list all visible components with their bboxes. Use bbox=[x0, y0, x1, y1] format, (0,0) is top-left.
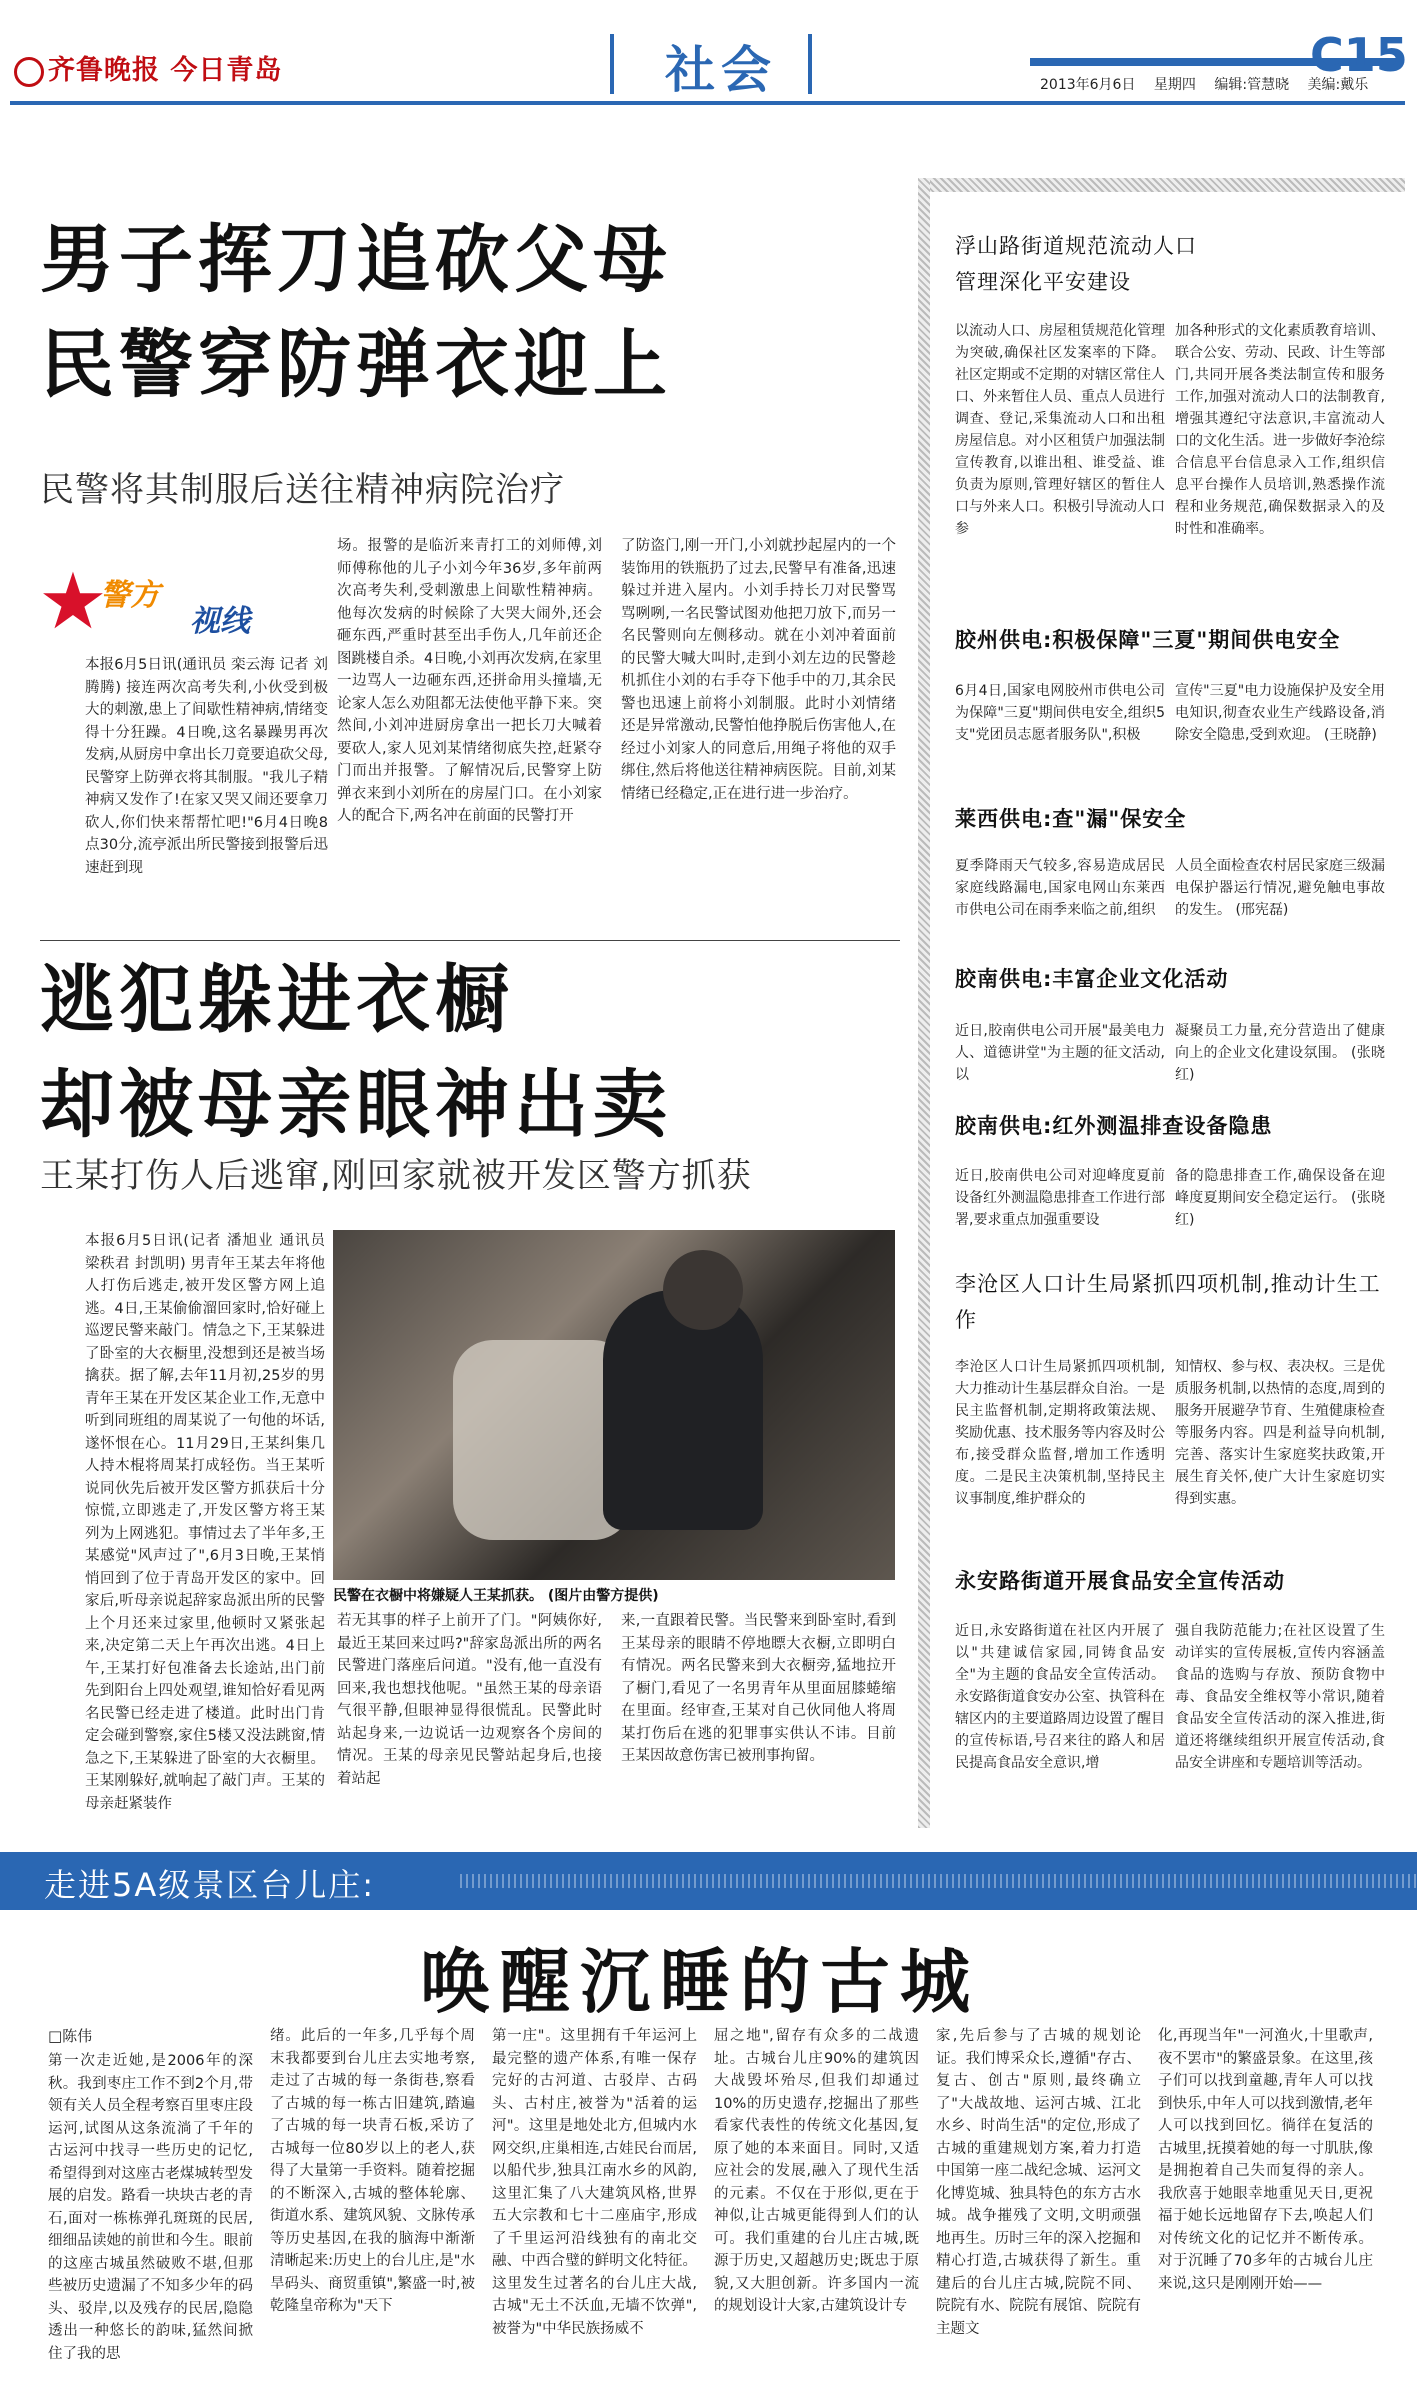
story3-column: 化,再现当年"一河渔火,十里歌声,夜不罢市"的繁盛景象。在这里,孩子们可以找到童趣,青年人可以找到快乐,中年人可以找到激情,老年人可以找到回忆。徜徉在复活的古城里,抚摸着她的每一寸肌肤,像是拥抱着自己失而复得的亲人。我欣喜于她眼幸地重见天日,更祝福于她长远地留存下去,唤起人们对传统文化的记忆并不断传承。对于沉睡了70多年的古城台儿庄来说,这只是刚刚开始—— bbox=[1158, 2028, 1373, 2292]
sidebar-column: 宣传"三夏"电力设施保护及安全用电知识,彻查农业生产线路设备,消除安全隐患,受到欢迎。 (王晓静) bbox=[1175, 683, 1385, 743]
star-icon: ★ bbox=[38, 557, 108, 647]
story1-column-2: 场。报警的是临沂来青打工的刘师傅,刘师傅称他的儿子小刘今年36岁,多年前两次高考失利,受刺激患上间歇性精神病。他每次发病的时候除了大哭大闹外,还会砸东西,严重时甚至出手伤人,几年前还企图跳楼自杀。4日晚,小刘再次发病,在家里一边骂人一边砸东西,还拼命用头撞墙,无论家人怎么劝阻都无法使他平静下来。突然间,小刘冲进厨房拿出一把长刀大喊着要砍人,家人见刘某情绪彻底失控,赶紧夺门而出并报警。了解情况后,民警穿上防弹衣来到小刘所在的房屋门口。在小刘家人的配合下,两名冲在前面的民警打开 bbox=[337, 538, 602, 824]
sidebar-column: 近日,胶南供电公司对迎峰度夏前设备红外测温隐患排查工作进行部署,要求重点加强重要设 bbox=[955, 1168, 1165, 1228]
story3-column: 第一次走近她,是2006年的深秋。我到枣庄工作不到2个月,带领有关人员全程考察百里枣庄段运河,试图从这条流淌了千年的古运河中找寻一些历史的记忆,希望得到对这座古老煤城转型发展的启发。路看一块块古老的青石,面对一栋栋弹孔斑斑的民居,细细品读她的前世和今生。眼前的这座古城虽然破败不堪,但那些被历史遗漏了不知多少年的码头、驳岸,以及残存的民居,隐隐透出一种悠长的韵味,猛然间掀住了我的思 bbox=[48, 2053, 253, 2362]
feature-banner bbox=[0, 1852, 1417, 1910]
story1-headline-1: 男子挥刀追砍父母 bbox=[40, 217, 672, 303]
issue-weekday: 星期四 bbox=[1153, 77, 1196, 93]
sidebar-column: 备的隐患排查工作,确保设备在迎峰度夏期间安全稳定运行。 (张晓红) bbox=[1175, 1168, 1385, 1228]
story2-column-2: 若无其事的样子上前开了门。"阿姨你好,最近王某回来过吗?"辞家岛派出所的两名民警进门落座后问道。"没有,他一直没有回来,我也想找他呢。"虽然王某的母亲语气很平静,但眼神显得很慌乱。民警此时站起身来,一边说话一边观察各个房间的情况。王某的母亲见民警站起身后,也接着站起 bbox=[337, 1613, 602, 1787]
story2-headline-1: 逃犯躲进衣橱 bbox=[40, 957, 514, 1043]
section-divider bbox=[610, 34, 614, 94]
sidebar-column: 李沧区人口计生局紧抓四项机制,大力推动计生基层群众自治。一是民主监督机制,定期将政策法规、奖励优惠、技术服务等内容及时公布,接受群众监督,增加工作透明度。二是民主决策机制,坚持民主议事制度,维护群众的 bbox=[955, 1359, 1165, 1507]
sidebar-column: 知情权、参与权、表决权。三是优质服务机制,以热情的态度,周到的服务开展避孕节育、生殖健康检查等服务内容。四是利益导向机制,完善、落实计生家庭奖扶政策,开展生育关怀,使广大计生家庭切实得到实惠。 bbox=[1175, 1359, 1385, 1507]
sidebar-headline: 胶南供电:红外测温排查设备隐患 bbox=[955, 1114, 1273, 1138]
news-photo bbox=[333, 1230, 895, 1580]
sidebar-column: 以流动人口、房屋租赁规范化管理为突破,确保社区发案率的下降。社区定期或不定期的对辖区常住人口、外来暂住人员、重点人员进行调查、登记,采集流动人口和出租房屋信息。对小区租赁户加强法制宣传教育,以谁出租、谁受益、谁负责为原则,管理好辖区的暂住人口与外来人口。积极引导流动人口参 bbox=[955, 323, 1165, 537]
sidebar-column: 强自我防范能力;在社区设置了生动详实的宣传展板,宣传内容涵盖食品的选购与存放、预防食物中毒、食品安全维权等小常识,随着食品安全宣传活动的深入推进,街道还将继续组织开展宣传活动,食品安全讲座和专题培训等活动。 bbox=[1175, 1623, 1385, 1771]
sidebar-headline: 莱西供电:查"漏"保安全 bbox=[955, 807, 1187, 831]
sidebar-column: 近日,永安路街道在社区内开展了以"共建诚信家园,同铸食品安全"为主题的食品安全宣传活动。永安路街道食安办公室、执管科在辖区内的主要道路周边设置了醒目的宣传标语,号召来往的路人和居民提高食品安全意识,增 bbox=[955, 1623, 1165, 1771]
sidebar-column: 6月4日,国家电网胶州市供电公司为保障"三夏"期间供电安全,组织5支"党团员志愿者服务队",积极 bbox=[955, 683, 1165, 743]
story3-column: 屈之地",留存有众多的二战遗址。古城台儿庄90%的建筑因大战毁坏殆尽,但我们却通过10%的历史遗存,挖掘出了那些看家代表性的传统文化基因,复原了她的本来面目。同时,又适应社会的发展,融入了现代生活的元素。不仅在于形似,更在于神似,让古城更能得到人们的认可。我们重建的台儿庄古城,既源于历史,又超越历史;既忠于原貌,又大胆创新。许多国内一流的规划设计大家,古建筑设计专 bbox=[714, 2028, 919, 2314]
sidebar-headline: 李沧区人口计生局紧抓四项机制,推动计生工作 bbox=[955, 1272, 1381, 1332]
story1-headline-2: 民警穿防弹衣迎上 bbox=[40, 322, 672, 408]
sidebar-headline: 永安路街道开展食品安全宣传活动 bbox=[955, 1569, 1285, 1593]
sidebar-headline: 胶南供电:丰富企业文化活动 bbox=[955, 967, 1229, 991]
issue-date: 2013年6月6日 bbox=[1040, 77, 1136, 93]
story1-column-1: 本报6月5日讯(通讯员 栾云海 记者 刘腾腾) 接连两次高考失利,小伙受到极大的刺激,患上了间歇性精神病,情绪变得十分狂躁。4日晚,这名暴躁男再次发病,从厨房中拿出长刀竟要追砍父母,民警穿上防弹衣将其制服。"我儿子精神病又发作了!在家又哭又闹还要拿刀砍人,你们快来帮帮忙吧!"6月4日晚8点30分,流亭派出所民警接到报警后迅速赶到现 bbox=[85, 657, 328, 876]
sidebar-column: 夏季降雨天气较多,容易造成居民家庭线路漏电,国家电网山东莱西市供电公司在雨季来临之前,组织 bbox=[955, 858, 1165, 918]
page-meta bbox=[1040, 74, 1382, 94]
story2-subtitle: 王某打伤人后逃窜,刚回家就被开发区警方抓获 bbox=[40, 1156, 752, 1196]
story3-headline: 唤醒沉睡的古城 bbox=[420, 1940, 980, 2023]
section-title: 社会 bbox=[665, 41, 777, 99]
story2-column-1: 本报6月5日讯(记者 潘旭业 通讯员 梁秩君 封凯明) 男青年王某去年将他人打伤后逃走,被开发区警方网上追逃。4日,王某偷偷溜回家时,恰好碰上巡逻民警来敲门。情急之下,王某躲进了卧室的大衣橱里,没想到还是被当场擒获。据了解,去年11月初,25岁的男青年王某在开发区某企业工作,无意中听到同班组的周某说了一句他的坏话,遂怀恨在心。11月29日,王某纠集几人持木棍将周某打成轻伤。当王某听说同伙先后被开发区警方抓获后十分惊慌,立即逃走了,开发区警方将王某列为上网逃犯。事情过去了半年多,王某感觉"风声过了",6月3日晚,王某悄悄回到了位于青岛开发区的家中。回家后,听母亲说起辞家岛派出所的民警上个月还来过家里,他顿时又紧张起来,决定第二天上午再次出逃。4日上午,王某打好包准备去长途站,出门前先到阳台上四处观望,谁知恰好看见两名民警已经走进了楼道。此时出门肯定会碰到警察,家住5楼又没法跳窗,情急之下,王某躲进了卧室的大衣橱里。王某刚躲好,就响起了敲门声。王某的母亲赶紧装作 bbox=[85, 1233, 325, 1812]
story1-subtitle: 民警将其制服后送往精神病院治疗 bbox=[40, 470, 565, 510]
story3-column: 家,先后参与了古城的规划论证。我们博采众长,遵循"存古、复古、创古"原则,最终确立了"大战故地、运河古城、江北水乡、时尚生活"的定位,形成了古城的重建规划方案,着力打造中国第一座二战纪念城、运河文化博览城、独具特色的东方古水城。战争摧残了文明,文明顽强地再生。历时三年的深入挖掘和精心打造,古城获得了新生。重建后的台儿庄古城,院院不同、院院有水、院院有展馆、院院有主题文 bbox=[936, 2028, 1141, 2337]
story2-column-3: 来,一直跟着民警。当民警来到卧室时,看到王某母亲的眼睛不停地瞟大衣橱,立即明白有情况。两名民警来到大衣橱旁,猛地拉开了橱门,看见了一名男青年从里面屈膝蜷缩在里面。经审查,王某对自己伙同他人将周某打伤后在逃的犯罪事实供认不讳。目前王某因故意伤害已被刑事拘留。 bbox=[621, 1613, 896, 1764]
header-rule bbox=[10, 101, 1405, 105]
sidebar-border bbox=[918, 178, 930, 1828]
story-divider bbox=[40, 940, 900, 941]
newspaper-logo: 齐鲁晚报 今日青岛 bbox=[14, 48, 282, 87]
sidebar-border bbox=[918, 178, 1405, 192]
logo-emblem-icon bbox=[14, 57, 44, 87]
photo-caption: 民警在衣橱中将嫌疑人王某抓获。 (图片由警方提供) bbox=[333, 1588, 659, 1604]
byline: □陈伟 bbox=[48, 2027, 93, 2045]
editor-credit: 编辑:管慧晓 bbox=[1214, 77, 1290, 93]
story3-column: 绪。此后的一年多,几乎每个周末我都要到台儿庄去实地考察,走过了古城的每一条街巷,察看了古城的每一栋古旧建筑,踏遍了古城的每一块青石板,采访了古城每一位80岁以上的老人,获得了大量第一手资料。随着挖掘的不断深入,古城的整体轮廓、街道水系、建筑风貌、文脉传承等历史基因,在我的脑海中渐渐清晰起来:历史上的台儿庄,是"水旱码头、商贸重镇",繁盛一时,被乾隆皇帝称为"天下 bbox=[270, 2028, 475, 2314]
sidebar-column: 凝聚员工力量,充分营造出了健康向上的企业文化建设氛围。 (张晓红) bbox=[1175, 1023, 1385, 1083]
page-number: C15 bbox=[1310, 28, 1408, 82]
designer-credit: 美编:戴乐 bbox=[1307, 77, 1369, 93]
story3-column: 第一庄"。这里拥有千年运河上最完整的遗产体系,有唯一保存完好的古河道、古驳岸、古码头、古村庄,被誉为"活着的运河"。这里是地处北方,但城内水网交织,庄巢相连,古娃民台而居,以船代步,独具江南水乡的风韵,这里汇集了八大建筑风格,世界五大宗教和七十二座庙宇,形成了千里运河沿线独有的南北交融、中西合璧的鲜明文化特征。这里发生过著名的台儿庄大战,古城"无土不沃血,无墙不饮弹",被誉为"中华民族扬威不 bbox=[492, 2028, 697, 2337]
banner-title: 走进5A级景区台儿庄: bbox=[44, 1866, 376, 1904]
sidebar-headline: 浮山路街道规范流动人口管理深化平安建设 bbox=[955, 234, 1197, 294]
sidebar-column: 人员全面检查农村居民家庭三级漏电保护器运行情况,避免触电事故的发生。 (邢宪磊) bbox=[1175, 858, 1385, 918]
sidebar-column: 加各种形式的文化素质教育培训、联合公安、劳动、民政、计生等部门,共同开展各类法制宣传和服务工作,加强对流动人口的法制教育,增强其遵纪守法意识,丰富流动人口的文化生活。进一步做好李沧综合信息平台信息录入工作,组织信息平台操作人员培训,熟悉操作流程和业务规范,确保数据录入的及时性和准确率。 bbox=[1175, 323, 1385, 537]
story1-column-3: 了防盗门,刚一开门,小刘就抄起屋内的一个装饰用的铁瓶扔了过去,民警早有准备,迅速躲过并进入屋内。小刘手持长刀对民警骂骂咧咧,一名民警试图劝他把刀放下,而另一名民警则向左侧移动。就在小刘冲着面前的民警大喊大叫时,走到小刘左边的民警趁机抓住小刘的右手夺下他手中的刀,其余民警也迅速上前将小刘制服。此时小刘情绪还是异常激动,民警怕他挣脱后伤害他人,在经过小刘家人的同意后,用绳子将他的双手绑住,然后将他送往精神病医院。目前,刘某情绪已经稳定,正在进行进一步治疗。 bbox=[621, 538, 896, 802]
section-divider bbox=[808, 34, 812, 94]
story2-headline-2: 却被母亲眼神出卖 bbox=[40, 1062, 672, 1148]
sidebar-column: 近日,胶南供电公司开展"最美电力人、道德讲堂"为主题的征文活动,以 bbox=[955, 1023, 1165, 1083]
sidebar-headline: 胶州供电:积极保障"三夏"期间供电安全 bbox=[955, 628, 1341, 652]
police-view-badge: ★ 警方 视线 bbox=[38, 557, 250, 647]
